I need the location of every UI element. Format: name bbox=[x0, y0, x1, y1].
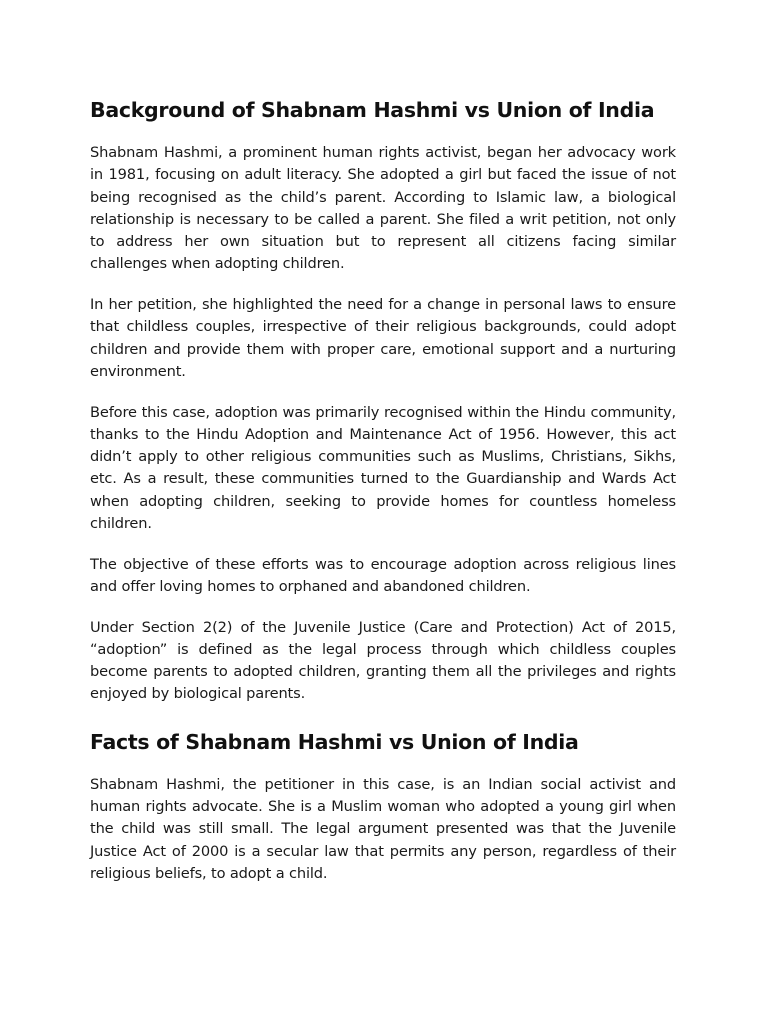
paragraph: Under Section 2(2) of the Juvenile Justice (Care and Protection) Act of 2015, “adoption” is defined as the legal process through which childless couples become parents to adopted children, granting them all the privileges and rights enjoyed by biological parents. bbox=[90, 618, 676, 703]
paragraph: Shabnam Hashmi, the petitioner in this case, is an Indian social activist and human rights advocate. She is a Muslim woman who adopted a young girl when the child was still small. The legal argument presented was that the Juvenile Justice Act of 2000 is a secular law that permits any person, regardless of their religious beliefs, to adopt a child. bbox=[90, 775, 676, 882]
document-page bbox=[90, 94, 676, 885]
section-heading-background: Background of Shabnam Hashmi vs Union of India bbox=[90, 98, 655, 122]
paragraph: Shabnam Hashmi, a prominent human rights activist, began her advocacy work in 1981, focusing on adult literacy. She adopted a girl but faced the issue of not being recognised as the child’s parent. According to Islamic law, a biological relationship is necessary to be called a parent. She filed a writ petition, not only to address her own situation but to represent all citizens facing similar challenges when adopting children. bbox=[90, 144, 676, 273]
paragraph: Before this case, adoption was primarily recognised within the Hindu community, thanks to the Hindu Adoption and Maintenance Act of 1956. However, this act didn’t apply to other religious communities such as Muslims, Christians, Sikhs, etc. As a result, these communities turned to the Guardianship and Wards Act when adopting children, seeking to provide homes for countless homeless children. bbox=[90, 403, 676, 533]
paragraph: The objective of these efforts was to encourage adoption across religious lines and offer loving homes to orphaned and abandoned children. bbox=[90, 555, 676, 595]
paragraph: In her petition, she highlighted the need for a change in personal laws to ensure that childless couples, irrespective of their religious backgrounds, could adopt children and provide them with proper care, emotional support and a nurturing environment. bbox=[90, 296, 676, 380]
section-heading-facts: Facts of Shabnam Hashmi vs Union of India bbox=[90, 729, 579, 754]
